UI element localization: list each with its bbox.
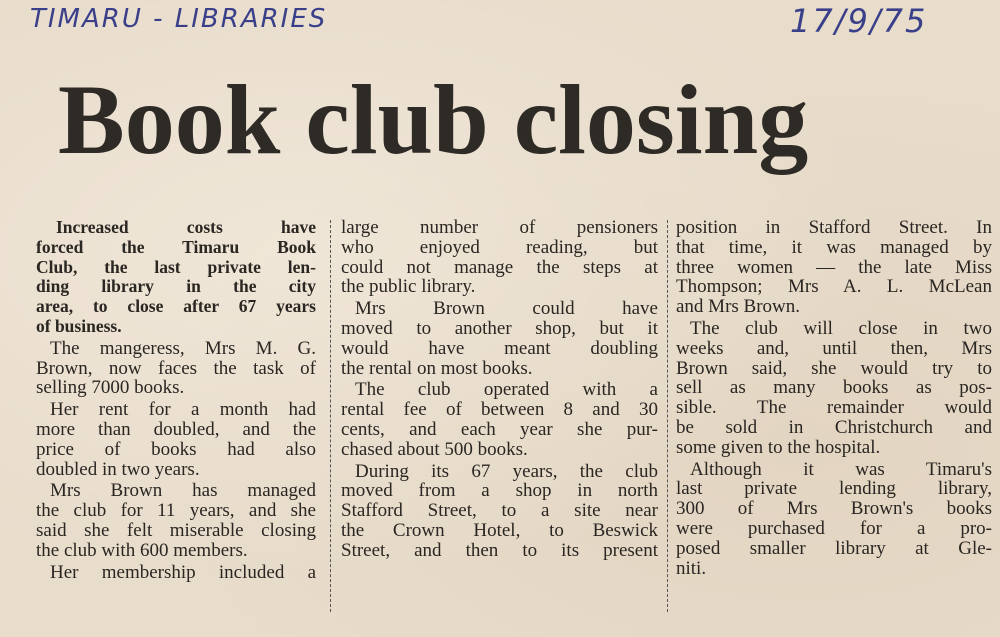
article-paragraph bbox=[36, 339, 316, 398]
text-line: last private lending library, bbox=[676, 478, 992, 500]
text-line: Increased costs have bbox=[56, 217, 316, 237]
text-line: the club for 11 years, and she bbox=[36, 500, 316, 522]
text-line: price of books had also bbox=[36, 438, 316, 460]
text-line: could not manage the steps at bbox=[341, 256, 658, 278]
article-column-3 bbox=[676, 218, 992, 580]
text-line: cents, and each year she pur- bbox=[341, 418, 658, 440]
text-line: the Crown Hotel, to Beswick bbox=[341, 519, 658, 541]
text-line: some given to the hospital. bbox=[676, 436, 881, 458]
article-column-1 bbox=[36, 218, 316, 584]
text-line: Although it was Timaru's bbox=[690, 458, 992, 480]
article-paragraph bbox=[36, 400, 316, 479]
text-line: The club operated with a bbox=[355, 379, 658, 401]
text-line: Her rent for a month had bbox=[50, 399, 316, 421]
text-line: the club with 600 members. bbox=[36, 539, 248, 561]
headline: Book club closing bbox=[58, 64, 809, 175]
text-line: large number of pensioners bbox=[341, 217, 658, 238]
article-paragraph bbox=[36, 218, 316, 337]
text-line: selling 7000 books. bbox=[36, 377, 185, 399]
text-line: The club will close in two bbox=[690, 317, 992, 339]
article-paragraph bbox=[341, 380, 658, 459]
text-line: would have meant doubling bbox=[341, 337, 658, 359]
text-line: weeks and, until then, Mrs bbox=[676, 337, 992, 359]
text-line: area, to close after 67 years bbox=[36, 296, 316, 317]
text-line: doubled in two years. bbox=[36, 458, 200, 480]
handwritten-date: 17/9/75 bbox=[790, 2, 928, 40]
article-paragraph bbox=[341, 462, 658, 561]
text-line: Club, the last private len- bbox=[36, 256, 316, 277]
text-line: Brown, now faces the task of bbox=[36, 357, 316, 379]
article-paragraph bbox=[341, 299, 658, 378]
text-line: be sold in Christchurch and bbox=[676, 416, 992, 438]
text-line: more than doubled, and the bbox=[36, 418, 316, 440]
text-line: ding library in the city bbox=[36, 276, 316, 297]
text-line: of business. bbox=[36, 315, 122, 336]
text-line: rental fee of between 8 and 30 bbox=[341, 399, 658, 421]
column-rule bbox=[330, 220, 331, 612]
article-paragraph bbox=[36, 563, 316, 583]
article-paragraph bbox=[676, 460, 992, 579]
text-line: Brown said, she would try to bbox=[676, 357, 992, 379]
text-line: The mangeress, Mrs M. G. bbox=[50, 337, 316, 359]
text-line: three women — the late Miss bbox=[676, 256, 992, 278]
article-paragraph bbox=[36, 481, 316, 560]
text-line: Her membership included a bbox=[50, 561, 316, 583]
text-line: 300 of Mrs Brown's books bbox=[676, 498, 992, 520]
column-rule bbox=[667, 220, 668, 612]
text-line: Stafford Street, to a site near bbox=[341, 500, 658, 522]
article-column-2 bbox=[341, 218, 658, 563]
text-line: sell as many books as pos- bbox=[676, 377, 992, 399]
article-paragraph bbox=[676, 319, 992, 458]
text-line: and Mrs Brown. bbox=[676, 296, 801, 318]
text-line: forced the Timaru Book bbox=[36, 236, 316, 257]
article-paragraph bbox=[341, 218, 658, 297]
text-line: who enjoyed reading, but bbox=[341, 236, 658, 258]
handwritten-label: TIMARU - LIBRARIES bbox=[30, 4, 328, 34]
text-line: Street, and then to its present bbox=[341, 539, 658, 561]
text-line: chased about 500 books. bbox=[341, 438, 528, 460]
text-line: were purchased for a pro- bbox=[676, 517, 992, 539]
text-line: position in Stafford Street. In bbox=[676, 217, 992, 238]
text-line: the rental on most books. bbox=[341, 357, 533, 379]
article-paragraph bbox=[676, 218, 992, 317]
text-line: During its 67 years, the club bbox=[355, 460, 658, 482]
text-line: Mrs Brown has managed bbox=[50, 480, 316, 502]
text-line: niti. bbox=[676, 557, 707, 579]
text-line: posed smaller library at Gle- bbox=[676, 537, 992, 559]
text-line: the public library. bbox=[341, 276, 476, 298]
text-line: that time, it was managed by bbox=[676, 236, 992, 258]
text-line: Thompson; Mrs A. L. McLean bbox=[676, 276, 992, 298]
text-line: moved from a shop in north bbox=[341, 480, 658, 502]
text-line: sible. The remainder would bbox=[676, 397, 992, 419]
text-line: said she felt miserable closing bbox=[36, 519, 316, 541]
text-line: moved to another shop, but it bbox=[341, 317, 658, 339]
text-line: Mrs Brown could have bbox=[355, 298, 658, 320]
